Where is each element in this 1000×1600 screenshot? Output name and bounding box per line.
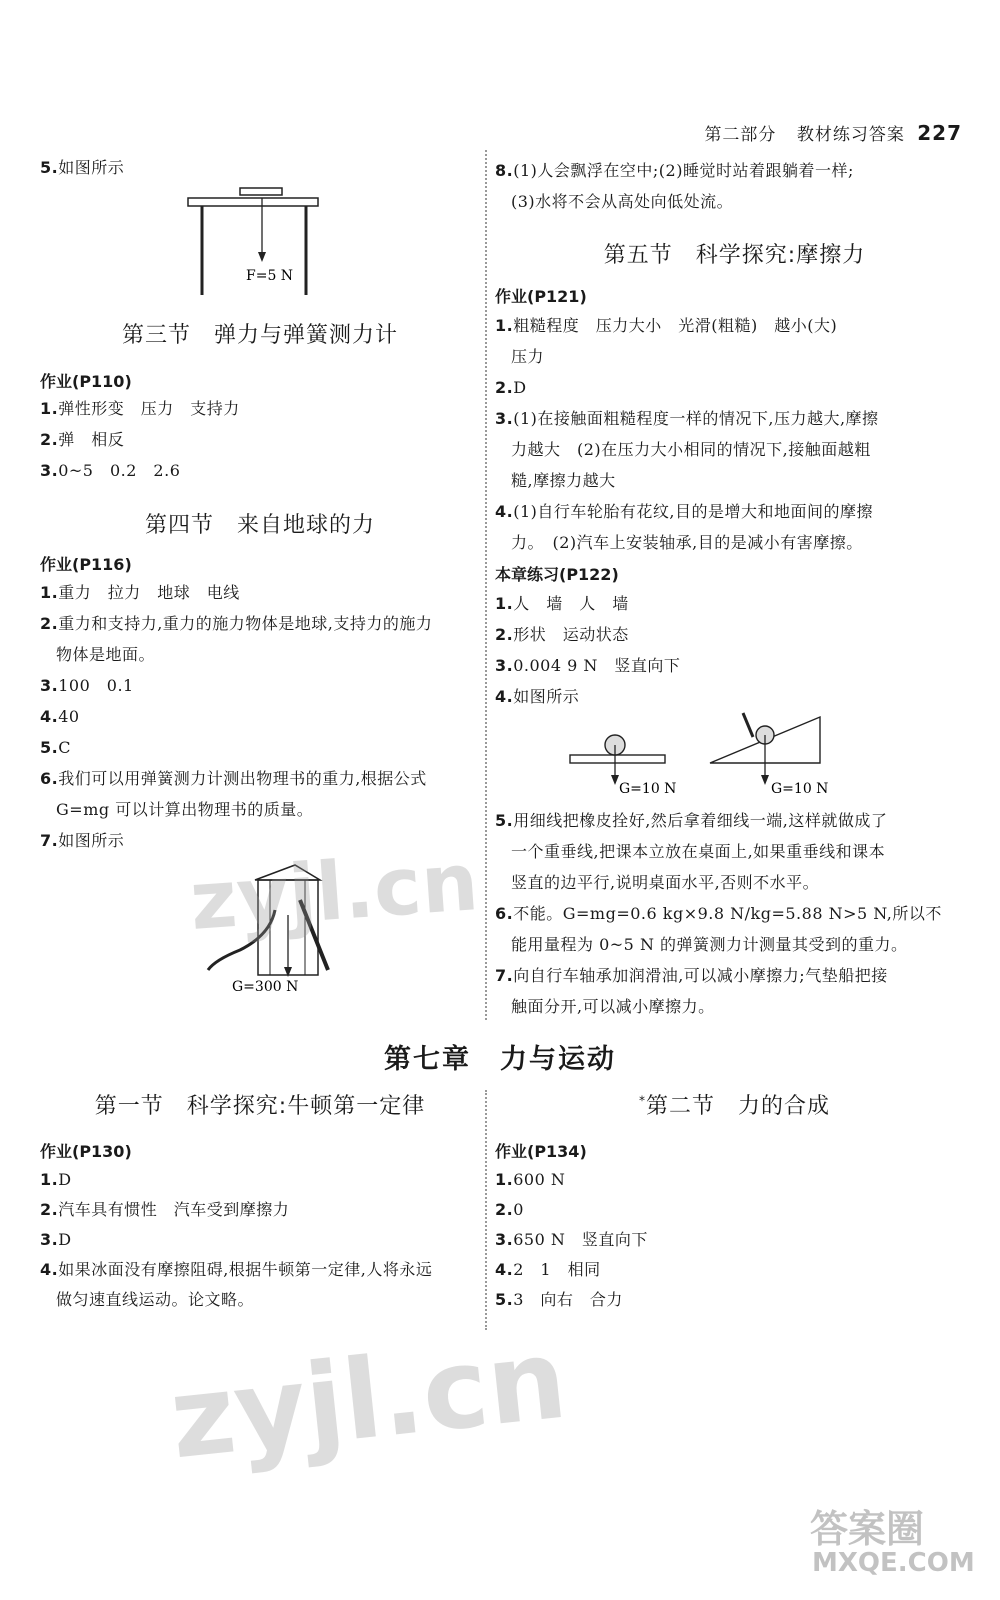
left-q5: 5.如图所示	[40, 158, 125, 177]
answer-line: 3.650 N 竖直向下	[495, 1230, 648, 1249]
section-4-title: 第四节 来自地球的力	[144, 513, 375, 538]
ch7-section-1-title: 第一节 科学探究:牛顿第一定律	[94, 1094, 426, 1119]
answer-line: (3)水将不会从高处向低处流。	[511, 192, 734, 211]
optional-star: *	[638, 1093, 646, 1108]
answer-line: 5.C	[40, 738, 71, 757]
ch7-section-1-homework: 作业(P130)	[40, 1142, 132, 1161]
answer-line: 3.100 0.1	[40, 676, 134, 695]
answer-line: 一个重垂线,把课本立放在桌面上,如果重垂线和课本	[511, 842, 886, 861]
gravity-label: G=300 N	[232, 979, 299, 995]
answer-line: 4.40	[40, 707, 80, 726]
chapter-7-title: 第七章 力与运动	[384, 1044, 616, 1075]
answer-line: 1.粗糙程度 压力大小 光滑(粗糙) 越小(大)	[495, 316, 838, 335]
flat-surface	[570, 755, 665, 763]
answer-line: 2.形状 运动状态	[495, 625, 629, 644]
answer-line: 1.600 N	[495, 1170, 566, 1189]
answer-line: 5.用细线把橡皮拴好,然后拿着细线一端,这样就做成了	[495, 811, 888, 830]
answer-line: 3.0~5 0.2 2.6	[40, 461, 181, 480]
section-5-homework: 作业(P121)	[495, 287, 587, 306]
header-title: 教材练习答案	[796, 125, 905, 145]
answer-line: 触面分开,可以减小摩擦力。	[511, 997, 715, 1016]
section-4-homework: 作业(P116)	[40, 555, 132, 574]
book-on-table	[240, 188, 282, 195]
header-part: 第二部分	[704, 125, 777, 145]
answer-line: 压力	[511, 347, 545, 366]
answer-line: 4.(1)自行车轮胎有花纹,目的是增大和地面间的摩擦	[495, 502, 873, 521]
answer-line: 1.D	[40, 1170, 72, 1189]
answer-line: 能用量程为 0~5 N 的弹簧测力计测量其受到的重力。	[511, 935, 908, 954]
ball-gravity-figure	[565, 705, 855, 800]
answer-line: 4.2 1 相同	[495, 1260, 601, 1279]
answer-line: 8.(1)人会飘浮在空中;(2)睡觉时站着跟躺着一样;	[495, 161, 854, 180]
answer-line: 4.如图所示	[495, 687, 580, 706]
answer-line: G=mg 可以计算出物理书的质量。	[56, 800, 314, 819]
page-header	[704, 120, 962, 145]
answer-line: 3.D	[40, 1230, 72, 1249]
incline-block	[743, 713, 753, 737]
answer-line: 力越大 (2)在压力大小相同的情况下,接触面越粗	[511, 440, 871, 459]
answer-line: 6.不能。G=mg=0.6 kg×9.8 N/kg=5.88 N>5 N,所以不	[495, 904, 942, 923]
answer-line: 1.弹性形变 压力 支持力	[40, 399, 240, 418]
section-3-title: 第三节 弹力与弹簧测力计	[121, 323, 398, 348]
answer-line: 5.3 向右 合力	[495, 1290, 623, 1309]
watermark-corner-top: 答案圈	[810, 1507, 925, 1551]
force-arrowhead	[258, 252, 266, 262]
answer-line: 竖直的边平行,说明桌面水平,否则不水平。	[511, 873, 820, 892]
answer-line: 2.汽车具有惯性 汽车受到摩擦力	[40, 1200, 290, 1219]
ball-incline-label: G=10 N	[771, 781, 829, 797]
page-number: 227	[917, 121, 962, 145]
ch7-section-2-homework: 作业(P134)	[495, 1142, 587, 1161]
answer-line: 1.重力 拉力 地球 电线	[40, 583, 240, 602]
ball-flat-label: G=10 N	[619, 781, 677, 797]
answer-line: 7.向自行车轴承加润滑油,可以减小摩擦力;气垫船把接	[495, 966, 888, 985]
section-3-homework: 作业(P110)	[40, 372, 132, 391]
ch7-section-2-title: *第二节 力的合成	[638, 1093, 830, 1119]
answer-line: 3.(1)在接触面粗糙程度一样的情况下,压力越大,摩擦	[495, 409, 879, 428]
answer-line: 3.0.004 9 N 竖直向下	[495, 656, 681, 675]
watermark-mid: zyjl.cn	[187, 835, 482, 948]
answer-line: 1.人 墙 人 墙	[495, 594, 629, 613]
answer-line: 7.如图所示	[40, 831, 125, 850]
answer-line: 糙,摩擦力越大	[511, 471, 616, 490]
watermark-bottom: zyjl.cn	[164, 1314, 573, 1484]
review-homework: 本章练习(P122)	[495, 565, 619, 584]
answer-line: 2.0	[495, 1200, 524, 1219]
answer-line: 2.D	[495, 378, 527, 397]
answer-line: 做匀速直线运动。论文略。	[56, 1290, 255, 1309]
answer-line: 力。 (2)汽车上安装轴承,目的是减小有害摩擦。	[511, 533, 863, 552]
column-divider-bottom	[485, 1090, 487, 1330]
force-label: F=5 N	[246, 268, 294, 284]
answer-line: 物体是地面。	[56, 645, 156, 664]
table-top	[188, 198, 318, 206]
section-5-title: 第五节 科学探究:摩擦力	[603, 243, 866, 268]
answer-line: 4.如果冰面没有摩擦阻碍,根据牛顿第一定律,人将永远	[40, 1260, 433, 1279]
column-divider-top	[485, 150, 487, 1020]
answer-line: 2.弹 相反	[40, 430, 125, 449]
watermark-corner-bottom: MXQE.COM	[812, 1548, 975, 1578]
answer-line: 2.重力和支持力,重力的施力物体是地球,支持力的施力	[40, 614, 433, 633]
table-force-figure	[180, 180, 330, 300]
answer-line: 6.我们可以用弹簧测力计测出物理书的重力,根据公式	[40, 769, 427, 788]
